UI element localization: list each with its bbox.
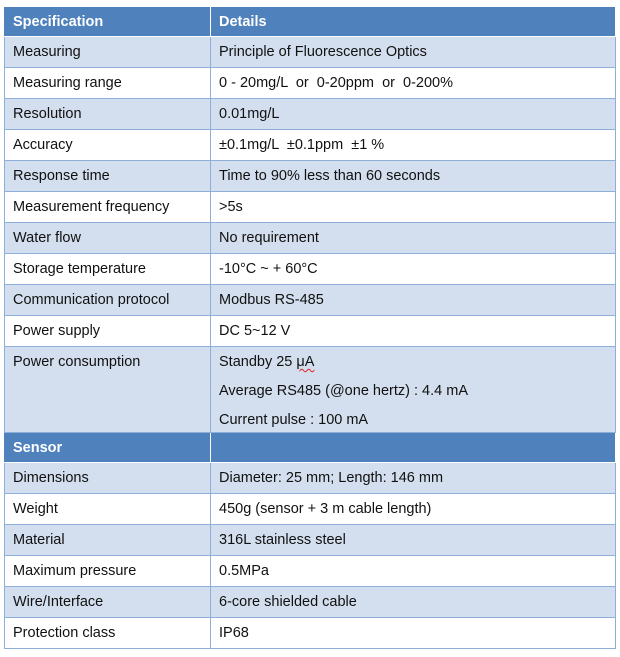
row-label: Measuring range [5,68,211,99]
standby-current [219,354,615,383]
row-label: Weight [5,494,211,525]
power-consumption-row [5,347,616,433]
row-value: DC 5~12 V [211,316,616,347]
table-row [5,463,616,494]
row-label: Protection class [5,618,211,649]
row-value: 6-core shielded cable [211,587,616,618]
header-details: Details [211,7,616,37]
row-value [211,347,616,433]
row-value: No requirement [211,223,616,254]
row-label: Resolution [5,99,211,130]
row-value: 0.01mg/L [211,99,616,130]
power-consumption-label: Power consumption [13,354,141,370]
table-row [5,587,616,618]
table-row [5,285,616,316]
row-value: 0 - 20mg/L or 0-20ppm or 0-200% [211,68,616,99]
table-row [5,68,616,99]
row-label: Material [5,525,211,556]
row-label: Accuracy [5,130,211,161]
row-label: Maximum pressure [5,556,211,587]
standby-unit: μA [296,354,315,370]
table-row [5,192,616,223]
row-label: Response time [5,161,211,192]
row-value: Modbus RS-485 [211,285,616,316]
specification-table [4,6,616,649]
header-specification: Specification [5,7,211,37]
row-label [5,347,211,433]
table-row [5,494,616,525]
row-label: Storage temperature [5,254,211,285]
row-value: 316L stainless steel [211,525,616,556]
table-row [5,254,616,285]
standby-prefix: Standby 25 [219,354,297,370]
row-label: Measurement frequency [5,192,211,223]
table-row [5,618,616,649]
header-sensor: Sensor [5,433,211,463]
row-value: 0.5MPa [211,556,616,587]
row-label: Measuring [5,37,211,68]
row-value: -10°C ~ + 60°C [211,254,616,285]
sensor-header-row [5,433,616,463]
row-label: Wire/Interface [5,587,211,618]
row-value: >5s [211,192,616,223]
table-row [5,316,616,347]
average-current: Average RS485 (@one hertz) : 4.4 mA [219,383,468,399]
table-row [5,37,616,68]
row-value: IP68 [211,618,616,649]
table-row [5,525,616,556]
table-row [5,223,616,254]
row-label: Communication protocol [5,285,211,316]
row-value: ±0.1mg/L ±0.1ppm ±1 % [211,130,616,161]
row-label: Power supply [5,316,211,347]
table-row [5,161,616,192]
table-row [5,130,616,161]
row-label: Dimensions [5,463,211,494]
table-row [5,99,616,130]
row-value: Principle of Fluorescence Optics [211,37,616,68]
spec-header-row [5,7,616,37]
row-label: Water flow [5,223,211,254]
pulse-current: Current pulse : 100 mA [219,412,369,428]
header-sensor-details [211,433,616,463]
row-value: 450g (sensor + 3 m cable length) [211,494,616,525]
row-value: Diameter: 25 mm; Length: 146 mm [211,463,616,494]
row-value: Time to 90% less than 60 seconds [211,161,616,192]
table-row [5,556,616,587]
